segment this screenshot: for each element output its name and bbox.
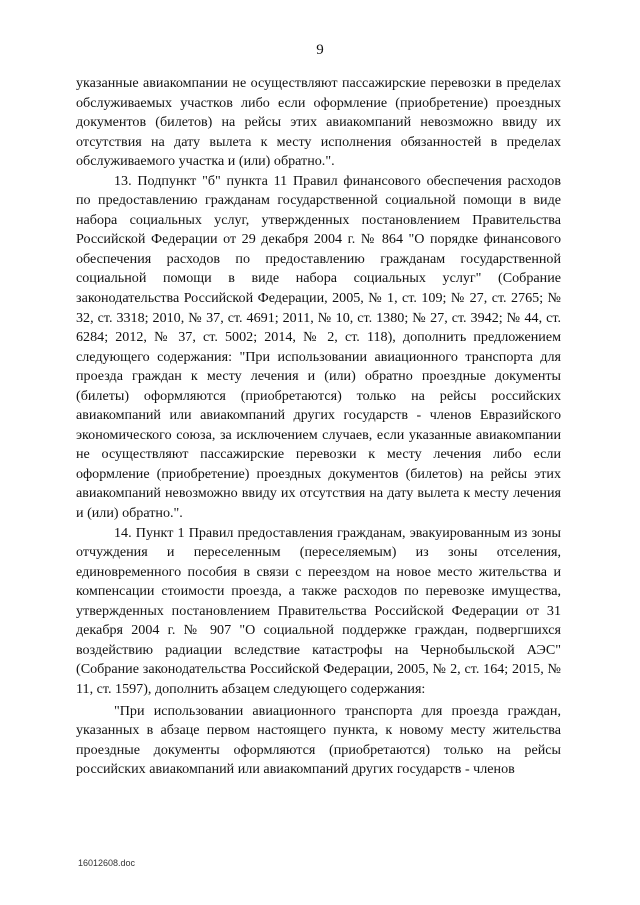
paragraph-quoted-addition: "При использовании авиационного транспорта для проезда граждан, указанных в абзаце первом настоящего пункта, к новому месту жительства проездные документы оформляются (приобретаются) только на рейсы российских авиакомпаний или авиакомпаний других государств - членов xyxy=(76,702,561,778)
page-number: 9 xyxy=(316,42,324,58)
paragraph-continuation: указанные авиакомпании не осуществляют пассажирские перевозки в пределах обслуживаемых участков либо если оформление (приобретение) проездных документов (билетов) на рейсы этих авиакомпаний невозможно ввиду их отсутствия на дату вылета к месту исполнения обязанностей в пределах обслуживаемого участка и (или) обратно.". xyxy=(76,75,561,170)
footer-filename: 16012608.doc xyxy=(78,858,136,868)
document-body xyxy=(76,74,561,780)
paragraph-item-13: 13. Подпункт "б" пункта 11 Правил финансового обеспечения расходов по предоставлению гражданам государственной социальной помощи в виде набора социальных услуг, утвержденных постановлением Правительства Российской Федерации от 29 декабря 2004 г. № 864 "О порядке финансового обеспечения расходов по предоставлению гражданам государственной социальной помощи в виде набора социальных услуг" (Собрание законодательства Российской Федерации, 2005, № 1, ст. 109; № 27, ст. 2765; № 32, ст. 3318; 2010, № 37, ст. 4691; 2011, № 10, ст. 1380; № 27, ст. 3942; № 44, ст. 6284; 2012, № 37, ст. 5002; 2014, № 2, ст. 118), дополнить предложением следующего содержания: "При использовании авиационного транспорта для проезда граждан к месту лечения и (или) обратно проездные документы (билеты) оформляются (приобретаются) только на рейсы российских авиакомпаний или авиакомпаний других государств - членов Евразийского экономического союза, за исключением случаев, если указанные авиакомпании не осуществляют пассажирские перевозки к месту лечения либо если оформление (приобретение) проездных документов (билетов) на рейсы этих авиакомпаний невозможно ввиду их отсутствия на дату вылета к месту лечения и (или) обратно.". xyxy=(76,172,561,522)
paragraph-item-14: 14. Пункт 1 Правил предоставления гражданам, эвакуированным из зоны отчуждения и переселенным (переселяемым) из зоны отселения, единовременного пособия в связи с переездом на новое место жительства и компенсации стоимости проезда, а также расходов по перевозке имущества, утвержденных постановлением Правительства Российской Федерации от 31 декабря 2004 г. № 907 "О социальной поддержке граждан, подвергшихся воздействию радиации вследствие катастрофы на Чернобыльской АЭС" (Собрание законодательства Российской Федерации, 2005, № 2, ст. 164; 2015, № 11, ст. 1597), дополнить абзацем следующего содержания: xyxy=(76,524,561,697)
